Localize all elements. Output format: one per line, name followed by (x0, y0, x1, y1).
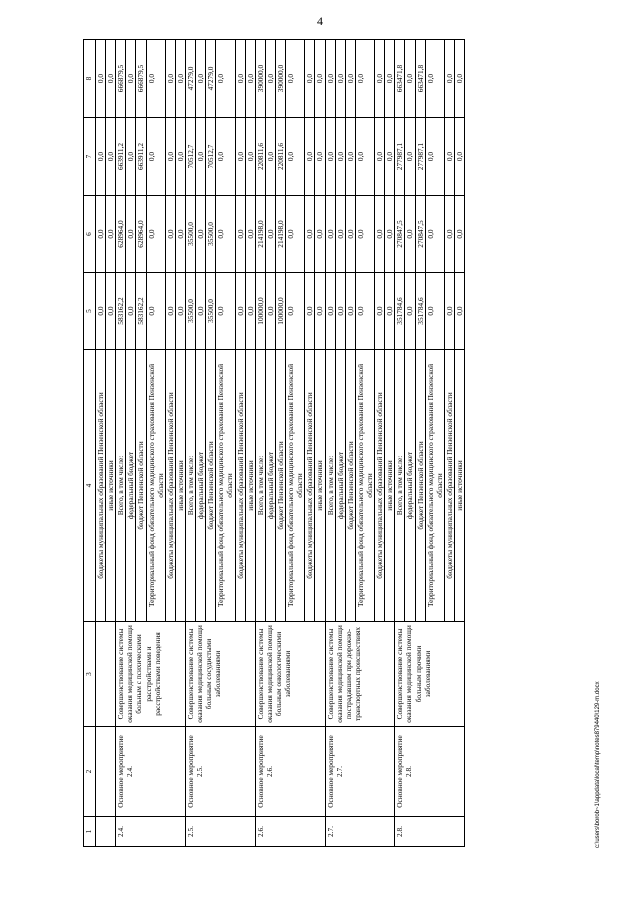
amount-cell: 663911,2 (116, 118, 126, 196)
funding-source: Территориальный фонд обязательного медицинского страхования Пензенской области (216, 350, 235, 622)
funding-source: бюджет Пензенской области (136, 350, 146, 622)
amount-cell: 0,0 (345, 118, 355, 196)
amount-cell: 0,0 (196, 196, 206, 273)
amount-cell: 0,0 (405, 273, 415, 350)
amount-cell: 35500,0 (206, 273, 216, 350)
amount-cell: 0,0 (235, 273, 245, 350)
event-name: Основное мероприятие 2.7. (325, 727, 395, 817)
event-name: Основное мероприятие 2.5. (185, 727, 255, 817)
amount-cell: 70512,7 (206, 118, 216, 196)
amount-cell: 100000,0 (255, 273, 265, 350)
amount-cell: 0,0 (165, 196, 175, 273)
col-header: 4 (84, 350, 96, 622)
event-title: Совершенствование системы оказания медицинской помощи больным онкологическими заболеваниями (255, 622, 325, 727)
funding-source: Территориальный фонд обязательного медицинского страхования Пензенской области (146, 350, 165, 622)
amount-cell: 0,0 (286, 40, 305, 118)
amount-cell: 0,0 (355, 118, 374, 196)
amount-cell: 0,0 (265, 40, 275, 118)
funding-source: Всего, в том числе: (185, 350, 195, 622)
amount-cell: 666879,5 (116, 40, 126, 118)
amount-cell: 0,0 (265, 273, 275, 350)
amount-cell: 220811,6 (255, 118, 265, 196)
amount-cell: 390000,0 (255, 40, 265, 118)
amount-cell: 0,0 (96, 273, 106, 350)
amount-cell: 0,0 (146, 196, 165, 273)
amount-cell: 100000,0 (275, 273, 285, 350)
funding-source: иные источники (106, 350, 116, 622)
amount-cell: 35500,0 (185, 196, 195, 273)
funding-source: бюджеты муниципальных образований Пензенской области (96, 350, 106, 622)
amount-cell: 0,0 (454, 196, 464, 273)
amount-cell: 0,0 (165, 118, 175, 196)
amount-cell: 0,0 (345, 196, 355, 273)
amount-cell: 0,0 (375, 40, 385, 118)
amount-cell: 0,0 (96, 118, 106, 196)
amount-cell: 0,0 (265, 196, 275, 273)
amount-cell: 0,0 (335, 40, 345, 118)
event-title (96, 622, 116, 727)
amount-cell: 0,0 (335, 196, 345, 273)
funding-source: иные источники (315, 350, 325, 622)
amount-cell: 0,0 (96, 196, 106, 273)
col-header: 8 (84, 40, 96, 118)
amount-cell: 0,0 (444, 40, 454, 118)
amount-cell: 70512,7 (185, 118, 195, 196)
budget-table (83, 39, 465, 847)
amount-cell: 0,0 (385, 273, 395, 350)
table-body (96, 40, 465, 847)
amount-cell: 0,0 (245, 40, 255, 118)
funding-source: федеральный бюджет (265, 350, 275, 622)
funding-source: бюджеты муниципальных образований Пензенской области (305, 350, 315, 622)
amount-cell: 277987,1 (415, 118, 425, 196)
amount-cell: 0,0 (375, 196, 385, 273)
amount-cell: 0,0 (216, 40, 235, 118)
amount-cell: 220811,6 (275, 118, 285, 196)
amount-cell: 0,0 (385, 118, 395, 196)
row-number: 2.5. (185, 817, 255, 847)
amount-cell: 628964,0 (116, 196, 126, 273)
funding-source: Территориальный фонд обязательного медицинского страхования Пензенской области (425, 350, 444, 622)
amount-cell: 0,0 (265, 118, 275, 196)
amount-cell: 0,0 (425, 196, 444, 273)
funding-source: Территориальный фонд обязательного медицинского страхования Пензенской области (355, 350, 374, 622)
event-name (96, 727, 116, 817)
amount-cell: 0,0 (106, 118, 116, 196)
amount-cell: 0,0 (126, 118, 136, 196)
amount-cell: 0,0 (175, 40, 185, 118)
amount-cell: 0,0 (325, 40, 335, 118)
event-title: Совершенствование системы оказания медицинской помощи больным прочими заболеваниями (395, 622, 465, 727)
amount-cell: 0,0 (126, 273, 136, 350)
amount-cell: 0,0 (106, 196, 116, 273)
table-row (255, 40, 265, 847)
amount-cell: 0,0 (196, 118, 206, 196)
funding-source: федеральный бюджет (196, 350, 206, 622)
funding-source: бюджеты муниципальных образований Пензенской области (165, 350, 175, 622)
amount-cell: 0,0 (286, 118, 305, 196)
amount-cell: 0,0 (444, 118, 454, 196)
funding-source: Всего, в том числе: (325, 350, 335, 622)
page-number: 4 (317, 14, 323, 28)
row-number: 2.8. (395, 817, 465, 847)
amount-cell: 0,0 (305, 40, 315, 118)
amount-cell: 583162,2 (136, 273, 146, 350)
funding-source: Всего, в том числе: (116, 350, 126, 622)
amount-cell: 214198,0 (255, 196, 265, 273)
amount-cell: 0,0 (165, 40, 175, 118)
table-row (185, 40, 195, 847)
amount-cell: 0,0 (235, 196, 245, 273)
amount-cell: 277987,1 (395, 118, 405, 196)
row-number (96, 817, 116, 847)
amount-cell: 0,0 (175, 196, 185, 273)
amount-cell: 351784,6 (395, 273, 405, 350)
amount-cell: 0,0 (126, 196, 136, 273)
amount-cell: 0,0 (96, 40, 106, 118)
amount-cell: 214198,0 (275, 196, 285, 273)
amount-cell: 0,0 (345, 40, 355, 118)
footer (595, 681, 605, 858)
funding-source: бюджеты муниципальных образований Пензенской области (375, 350, 385, 622)
funding-source: федеральный бюджет (405, 350, 415, 622)
col-header: 6 (84, 196, 96, 273)
amount-cell: 583162,2 (116, 273, 126, 350)
event-name: Основное мероприятие 2.8. (395, 727, 465, 817)
event-title: Совершенствование системы оказания медицинской помощи больным с психическими расстройствами и расстройствами поведения (116, 622, 186, 727)
amount-cell: 0,0 (444, 196, 454, 273)
amount-cell: 0,0 (305, 273, 315, 350)
amount-cell: 0,0 (405, 40, 415, 118)
amount-cell: 0,0 (126, 40, 136, 118)
funding-source: бюджеты муниципальных образований Пензенской области (235, 350, 245, 622)
col-header: 7 (84, 118, 96, 196)
amount-cell: 0,0 (425, 118, 444, 196)
amount-cell: 47279,0 (185, 40, 195, 118)
funding-source: бюджет Пензенской области (415, 350, 425, 622)
amount-cell: 0,0 (196, 273, 206, 350)
amount-cell: 0,0 (375, 118, 385, 196)
amount-cell: 0,0 (245, 196, 255, 273)
header-row (84, 40, 96, 847)
amount-cell: 270847,5 (395, 196, 405, 273)
amount-cell: 663471,8 (395, 40, 405, 118)
amount-cell: 0,0 (305, 196, 315, 273)
amount-cell: 0,0 (235, 118, 245, 196)
amount-cell: 0,0 (245, 118, 255, 196)
amount-cell: 0,0 (216, 273, 235, 350)
amount-cell: 0,0 (175, 273, 185, 350)
amount-cell: 0,0 (385, 40, 395, 118)
col-header: 5 (84, 273, 96, 350)
amount-cell: 0,0 (325, 273, 335, 350)
amount-cell: 0,0 (375, 273, 385, 350)
amount-cell: 0,0 (325, 118, 335, 196)
event-title: Совершенствование системы оказания медицинской помощи пострадавшим при дорожно-транспортных происшествиях (325, 622, 395, 727)
col-header: 1 (84, 817, 96, 847)
amount-cell: 0,0 (405, 118, 415, 196)
amount-cell: 666879,5 (136, 40, 146, 118)
row-number: 2.4. (116, 817, 186, 847)
amount-cell: 0,0 (355, 273, 374, 350)
funding-source: бюджет Пензенской области (275, 350, 285, 622)
funding-source: бюджеты муниципальных образований Пензенской области (444, 350, 454, 622)
funding-source: федеральный бюджет (126, 350, 136, 622)
amount-cell: 270847,5 (415, 196, 425, 273)
amount-cell: 0,0 (335, 118, 345, 196)
funding-source: бюджет Пензенской области (345, 350, 355, 622)
amount-cell: 0,0 (106, 273, 116, 350)
funding-source: Всего, в том числе: (395, 350, 405, 622)
funding-source: Территориальный фонд обязательного медицинского страхования Пензенской области (286, 350, 305, 622)
amount-cell: 0,0 (315, 40, 325, 118)
amount-cell: 0,0 (345, 273, 355, 350)
row-number: 2.6. (255, 817, 325, 847)
footer-path: c:\users\borob~1\appdata\local\temp\notes879440\129-m.docx (595, 681, 601, 848)
funding-source: иные источники (454, 350, 464, 622)
amount-cell: 663471,8 (415, 40, 425, 118)
col-header: 2 (84, 727, 96, 817)
funding-source: иные источники (385, 350, 395, 622)
amount-cell: 0,0 (245, 273, 255, 350)
amount-cell: 0,0 (425, 40, 444, 118)
amount-cell: 0,0 (146, 118, 165, 196)
amount-cell: 351784,6 (415, 273, 425, 350)
amount-cell: 0,0 (146, 40, 165, 118)
amount-cell: 0,0 (196, 40, 206, 118)
amount-cell: 0,0 (175, 118, 185, 196)
amount-cell: 0,0 (454, 118, 464, 196)
amount-cell: 0,0 (286, 273, 305, 350)
amount-cell: 0,0 (106, 40, 116, 118)
event-name: Основное мероприятие 2.4. (116, 727, 186, 817)
amount-cell: 390000,0 (275, 40, 285, 118)
amount-cell: 0,0 (444, 273, 454, 350)
event-name: Основное мероприятие 2.6. (255, 727, 325, 817)
amount-cell: 0,0 (355, 196, 374, 273)
amount-cell: 0,0 (315, 273, 325, 350)
amount-cell: 0,0 (454, 273, 464, 350)
amount-cell: 0,0 (146, 273, 165, 350)
amount-cell: 0,0 (405, 196, 415, 273)
amount-cell: 0,0 (454, 40, 464, 118)
amount-cell: 0,0 (335, 273, 345, 350)
amount-cell: 0,0 (235, 40, 245, 118)
amount-cell: 0,0 (355, 40, 374, 118)
amount-cell: 35500,0 (185, 273, 195, 350)
amount-cell: 0,0 (425, 273, 444, 350)
table-row (96, 40, 106, 847)
amount-cell: 0,0 (305, 118, 315, 196)
event-title: Совершенствование системы оказания медицинской помощи больным сосудистыми заболеваниями (185, 622, 255, 727)
amount-cell: 663911,2 (136, 118, 146, 196)
amount-cell: 0,0 (315, 118, 325, 196)
table-row (116, 40, 126, 847)
col-header: 3 (84, 622, 96, 727)
rotated-table-container (83, 40, 570, 847)
amount-cell: 0,0 (385, 196, 395, 273)
funding-source: федеральный бюджет (335, 350, 345, 622)
amount-cell: 0,0 (286, 196, 305, 273)
amount-cell: 0,0 (325, 196, 335, 273)
amount-cell: 47279,0 (206, 40, 216, 118)
funding-source: иные источники (245, 350, 255, 622)
funding-source: Всего, в том числе: (255, 350, 265, 622)
amount-cell: 35500,0 (206, 196, 216, 273)
table-row (325, 40, 335, 847)
amount-cell: 0,0 (165, 273, 175, 350)
funding-source: иные источники (175, 350, 185, 622)
table-row (395, 40, 405, 847)
amount-cell: 0,0 (216, 118, 235, 196)
row-number: 2.7. (325, 817, 395, 847)
funding-source: бюджет Пензенской области (206, 350, 216, 622)
amount-cell: 0,0 (216, 196, 235, 273)
amount-cell: 0,0 (315, 196, 325, 273)
amount-cell: 628964,0 (136, 196, 146, 273)
